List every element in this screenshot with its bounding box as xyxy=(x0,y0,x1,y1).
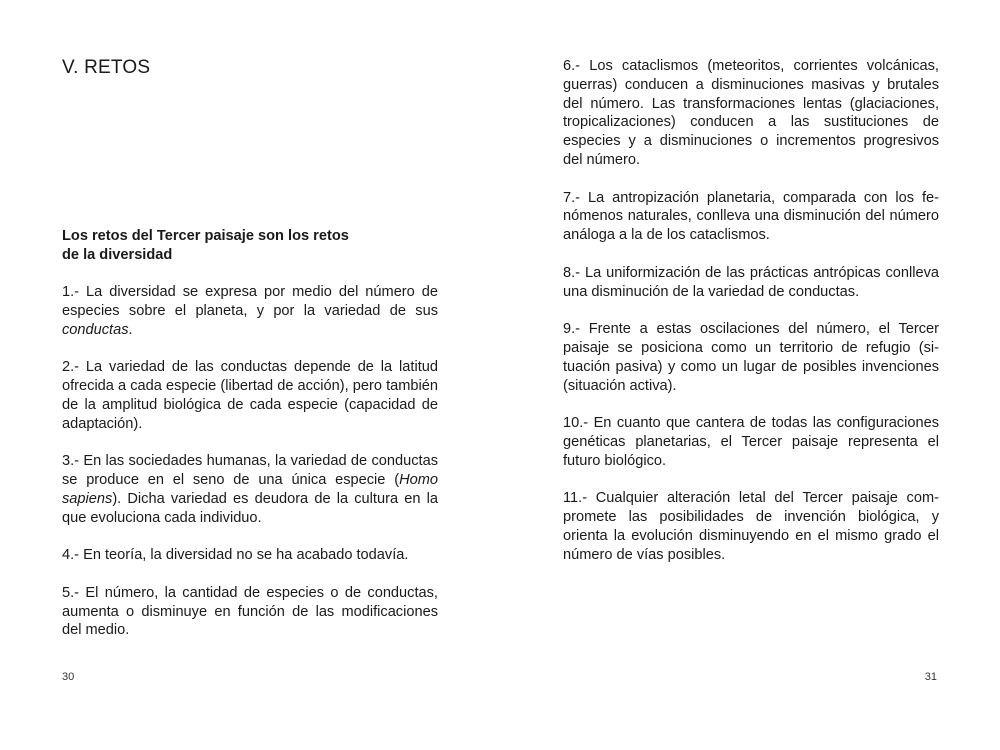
right-body-text xyxy=(563,57,939,565)
left-body-text xyxy=(62,283,438,640)
chapter-title: V. RETOS xyxy=(62,57,151,78)
paragraph-3-end: ). Dicha variedad es deudora de la cultura en la que evoluciona cada individuo. xyxy=(62,490,438,526)
paragraph-2: 2.- La variedad de las conductas depende de la latitud ofrecida a cada especie (libertad de acción), pero también de la amplitud biológica de cada especie (capacidad de adaptación). xyxy=(62,359,438,432)
subtitle-line-2: de la diversidad xyxy=(62,246,173,263)
paragraph-7: 7.- La antropización planetaria, comparada con los fenómenos naturales, conlleva una disminución del número análoga a la de los cataclismos. xyxy=(563,189,939,244)
paragraph-3-emphasis: Homo sapiens xyxy=(62,471,438,507)
right-page xyxy=(500,0,1000,750)
paragraph-9: 9.- Frente a estas oscilaciones del número, el Tercer paisaje se posiciona como un territorio de refugio (situación pasiva) y como un lugar de posibles invenciones (situación activa). xyxy=(563,321,939,394)
paragraph-5: 5.- El número, la cantidad de especies o de conductas, aumenta o disminuye en función de las modificaciones del medio. xyxy=(62,584,438,639)
section-subtitle xyxy=(62,227,382,265)
paragraph-3-text: 3.- En las sociedades humanas, la variedad de conductas se produce en el seno de una única especie ( xyxy=(62,453,438,488)
paragraph-1-end: . xyxy=(128,321,133,338)
page-number-right: 31 xyxy=(924,671,937,683)
paragraph-3 xyxy=(62,452,438,527)
paragraph-10: 10.- En cuanto que cantera de todas las configuraciones genéticas planetarias, el Tercer paisaje representa el futuro biológico. xyxy=(563,415,939,469)
paragraph-4: 4.- En teoría, la diversidad no se ha acabado todavía. xyxy=(62,547,409,564)
paragraph-8: 8.- La uniformización de las prácticas antrópicas conlleva una disminución de la variedad de conductas. xyxy=(563,264,939,300)
paragraph-11: 11.- Cualquier alteración letal del Tercer paisaje compromete las posibilidades de invención biológica, y orienta la evolución disminuyendo en el mismo grado el número de vías posibles. xyxy=(563,490,939,563)
page-number-left: 30 xyxy=(62,671,75,683)
paragraph-6: 6.- Los cataclismos (meteoritos, corrientes volcánicas, guerras) conducen a disminuciones masivas y brutales del número. Las transformaciones lentas (glaciaciones, tropicalizaciones) conducen a las sustituciones de especies y a disminuciones o incrementos progresivos del número. xyxy=(563,58,939,168)
subtitle-line-1: Los retos del Tercer paisaje son los retos xyxy=(62,228,349,244)
paragraph-1 xyxy=(62,283,438,339)
paragraph-1-emphasis: conductas xyxy=(62,321,129,338)
paragraph-1-text: 1.- La diversidad se expresa por medio del número de especies sobre el planeta, y por la variedad de sus xyxy=(62,284,438,319)
